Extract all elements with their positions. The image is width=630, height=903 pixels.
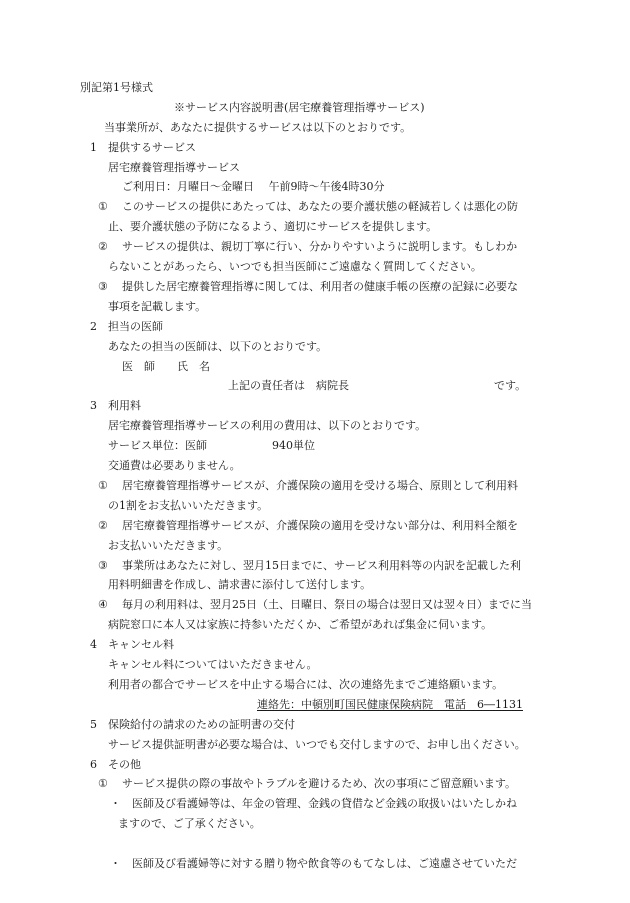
fee-desc: 居宅療養管理指導サービスの利用の費用は、以下のとおりです。 [108,419,427,432]
item-number: ④ [98,598,108,611]
section-heading: 5 保険給付の請求のための証明書の交付 [90,718,295,731]
service-name: 居宅療養管理指導サービス [108,161,240,174]
responsible-suffix: です。 [494,379,527,392]
bullet-text: 医師及び看護婦等に対する贈り物や飲食等のもてなしは、ご遠慮させていただ [132,857,517,870]
item-number: ② [98,519,108,532]
doctor-desc: あなたの担当の医師は、以下のとおりです。 [108,340,328,353]
item-text: サービスの提供は、親切丁寧に行い、分かりやすいように説明します。もしわか [122,240,518,253]
item-number: ① [98,479,108,492]
item-text: このサービスの提供にあたっては、あなたの要介護状態の軽減若しくは悪化の防 [122,200,518,213]
service-hours: ご利用日：月曜日～金曜日 午前9時～午後4時30分 [122,180,385,193]
item-text: 事項を記載します。 [108,300,207,313]
item-text: らないことがあったら、いつでも担当医師にご遠慮なく質問してください。 [108,260,482,273]
document-title: ※サービス内容説明書(居宅療養管理指導サービス) [174,101,425,114]
item-text: お支払いいただきます。 [108,539,229,552]
intro-text: 当事業所が、あなたに提供するサービスは以下のとおりです。 [104,121,412,134]
section-heading: 2 担当の医師 [90,320,163,333]
contact-desc: 利用者の都合でサービスを中止する場合には、次の連絡先までご連絡願います。 [108,678,504,691]
item-number: ① [98,200,108,213]
section-heading: 4 キャンセル料 [90,638,174,651]
item-text: 事業所はあなたに対し、翌月15日までに、サービス利用料等の内訳を記載した利 [122,559,521,572]
form-number: 別記第1号様式 [80,81,153,94]
item-text: 毎月の利用料は、翌月25日（土、日曜日、祭日の場合は翌日又は翌々日）までに当 [122,598,532,611]
contact-info: 連絡先：中頓別町国民健康保険病院 電話 6―1131 [257,698,523,711]
item-text: 居宅療養管理指導サービスが、介護保険の適用を受けない部分は、利用料全額を [122,519,518,532]
item-text: 止、要介護状態の予防になるよう、適切にサービスを提供します。 [108,220,438,233]
certificate-desc: サービス提供証明書が必要な場合は、いつでも交付しますので、お申し出ください。 [108,738,526,751]
bullet-text: ますので、ご了承ください。 [118,817,261,830]
item-number: ① [98,777,108,790]
responsible-person: 上記の責任者は 病院長 [228,379,349,392]
section-heading: 3 利用料 [90,399,141,412]
item-text: 用料明細書を作成し、請求書に添付して送付します。 [108,578,372,591]
transport-note: 交通費は必要ありません。 [108,459,241,472]
item-text: サービス提供の際の事故やトラブルを避けるため、次の事項にご留意願います。 [122,777,517,790]
section-heading: 1 提供するサービス [90,141,196,154]
section-heading: 6 その他 [90,758,141,771]
item-number: ② [98,240,108,253]
bullet-mark: ・ [110,857,121,870]
doctor-name-label: 医 師 氏 名 [122,360,210,373]
service-unit-label: サービス単位：医師 [108,439,207,452]
item-text: の1割をお支払いいただきます。 [108,499,269,512]
item-number: ③ [98,559,108,572]
item-text: 病院窓口に本人又は家族に持参いただくか、ご希望があれば集金に伺います。 [108,618,493,631]
cancellation-desc: キャンセル料についてはいただきません。 [108,658,318,671]
item-text: 居宅療養管理指導サービスが、介護保険の適用を受ける場合、原則として利用料 [122,479,518,492]
bullet-mark: ・ [110,797,121,810]
service-unit-value: 940単位 [272,439,315,452]
bullet-text: 医師及び看護婦等は、年金の管理、金銭の貸借など金銭の取扱いはいたしかね [132,797,517,810]
item-text: 提供した居宅療養管理指導に関しては、利用者の健康手帳の医療の記録に必要な [122,280,518,293]
item-number: ③ [98,280,108,293]
